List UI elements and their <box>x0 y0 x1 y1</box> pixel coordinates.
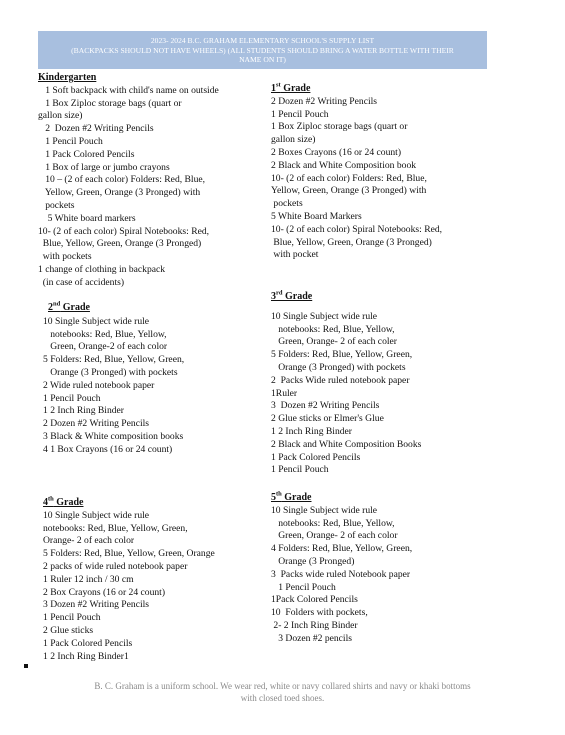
header-title: 2023- 2024 B.C. GRAHAM ELEMENTARY SCHOOL'S SUPPLY LIST <box>150 36 375 45</box>
supply-item: notebooks: Red, Blue, Yellow, <box>43 328 167 340</box>
supply-item: with pockets <box>38 251 92 263</box>
grade2-list <box>43 316 184 457</box>
grade4-section <box>43 497 215 663</box>
supply-item: Orange- 2 of each color <box>43 535 135 547</box>
kindergarten-section <box>38 72 219 290</box>
supply-item: 3 Dozen #2 Writing Pencils <box>271 400 380 412</box>
grade5-list <box>271 505 412 646</box>
supply-item: 2 Boxes Crayons (16 or 24 count) <box>271 146 402 158</box>
supply-item: 10 Single Subject wide rule <box>271 310 378 322</box>
supply-item: 1 Pencil Pouch <box>271 464 329 476</box>
supply-item: 1 Pencil Pouch <box>271 581 336 593</box>
supply-item: 5 Folders: Red, Blue, Yellow, Green, <box>43 354 185 366</box>
supply-item: Green, Orange- 2 of each coler <box>271 336 397 348</box>
supply-item: 2 Black and White Composition Books <box>271 438 422 450</box>
supply-item: 5 Folders: Red, Blue, Yellow, Green, <box>271 349 413 361</box>
supply-item: 2 Dozen #2 Writing Pencils <box>38 123 154 135</box>
supply-item: 2 Glue sticks or Elmer's Glue <box>271 413 384 425</box>
kindergarten-list <box>38 85 219 290</box>
supply-item: 10- (2 of each color) Folders: Red, Blue, <box>271 172 427 184</box>
supply-item: 1 Pencil Pouch <box>271 108 329 120</box>
grade1-list <box>271 96 442 262</box>
supply-item: 10 Single Subject wide rule <box>43 315 150 327</box>
supply-item: 10 Single Subject wide rule <box>43 509 150 521</box>
supply-item: 5 Folders: Red, Blue, Yellow, Green, Orange <box>43 548 215 560</box>
grade5-heading: 5th Grade <box>271 490 312 503</box>
supply-item: 1 2 Inch Ring Binder1 <box>43 650 129 662</box>
supply-item: 1 Box of large or jumbo crayons <box>38 161 170 173</box>
supply-item: 1 Pencil Pouch <box>38 135 103 147</box>
supply-item: 4 Folders: Red, Blue, Yellow, Green, <box>271 543 413 555</box>
supply-item: Orange (3 Pronged) with pockets <box>271 361 406 373</box>
supply-item: 10 – (2 of each color) Folders: Red, Blue, <box>38 174 206 186</box>
supply-item: 4 1 Box Crayons (16 or 24 count) <box>43 443 173 455</box>
supply-item: 10- (2 of each color) Spiral Notebooks: Red, <box>38 225 210 237</box>
supply-item: 1 Pack Colored Pencils <box>38 148 135 160</box>
supply-item: 1 Pencil Pouch <box>43 612 101 624</box>
supply-item: 2 Glue sticks <box>43 624 94 636</box>
supply-item: 1Ruler <box>271 387 298 399</box>
grade2-section <box>43 302 184 457</box>
kindergarten-heading: Kindergarten <box>38 72 97 83</box>
header-banner <box>38 31 487 69</box>
supply-item: (in case of accidents) <box>38 276 125 288</box>
grade3-section <box>271 291 421 477</box>
grade5-section <box>271 492 412 646</box>
supply-item: gallon size) <box>271 134 316 146</box>
supply-item: 1 2 Inch Ring Binder <box>43 405 125 417</box>
supply-item: Blue, Yellow, Green, Orange (3 Pronged) <box>271 236 432 248</box>
grade1-section <box>271 83 442 262</box>
supply-item: pockets <box>38 199 75 211</box>
supply-item: 3 Dozen #2 pencils <box>271 632 352 644</box>
supply-item: 2 Packs Wide ruled notebook paper <box>271 374 410 386</box>
uniform-footer <box>20 680 545 704</box>
supply-item: Orange (3 Pronged) <box>271 555 355 567</box>
supply-item: 1 Box Ziploc storage bags (quart or <box>271 121 408 133</box>
supply-item: 3 Packs wide ruled Notebook paper <box>271 568 411 580</box>
header-note: (BACKPACKS SHOULD NOT HAVE WHEELS) (ALL STUDENTS SHOULD BRING A WATER BOTTLE WITH THEIR <box>71 45 454 55</box>
supply-item: 1Pack Colored Pencils <box>271 594 358 606</box>
supply-item: 3 Black & White composition books <box>43 430 184 442</box>
supply-item: Green, Orange-2 of each color <box>43 341 168 353</box>
supply-item: Orange (3 Pronged) with pockets <box>43 366 178 378</box>
footer-line-2: with closed toed shoes. <box>240 693 325 703</box>
grade3-list <box>271 311 421 477</box>
supply-item: 2 Wide ruled notebook paper <box>43 379 155 391</box>
supply-item: 1 Pencil Pouch <box>43 392 101 404</box>
grade2-heading: 2nd Grade <box>48 300 90 313</box>
grade4-heading: 4th Grade <box>43 495 84 508</box>
header-note-cont: NAME ON IT) <box>239 55 286 64</box>
supply-item: 5 White Board Markers <box>271 210 362 222</box>
supply-item: 1 Pack Colored Pencils <box>271 451 361 463</box>
supply-item: 1 change of clothing in backpack <box>38 263 166 275</box>
supply-item: 1 2 Inch Ring Binder <box>271 425 353 437</box>
supply-item: 2 Box Crayons (16 or 24 count) <box>43 586 166 598</box>
supply-item: 2 Black and White Composition book <box>271 159 417 171</box>
supply-item: 1 Ruler 12 inch / 30 cm <box>43 573 134 585</box>
footer-line-1: B. C. Graham is a uniform school. We wear red, white or navy collared shirts and navy or khaki bottoms <box>94 681 471 691</box>
supply-item: 2 packs of wide ruled notebook paper <box>43 560 188 572</box>
supply-item: with pocket <box>271 249 319 261</box>
bullet-mark <box>24 664 28 668</box>
supply-item: Yellow, Green, Orange (3 Pronged) with <box>38 187 201 199</box>
supply-item: pockets <box>271 198 303 210</box>
supply-item: 10- (2 of each color) Spiral Notebooks: Red, <box>271 223 443 235</box>
grade4-list <box>43 510 215 664</box>
supply-item: 1 Box Ziploc storage bags (quart or <box>38 97 182 109</box>
supply-item: 10 Folders with pockets, <box>271 607 368 619</box>
supply-item: 1 Soft backpack with child's name on outside <box>38 84 219 96</box>
grade3-heading: 3rd Grade <box>271 289 313 302</box>
supply-item: notebooks: Red, Blue, Yellow, Green, <box>43 522 188 534</box>
supply-item: 2- 2 Inch Ring Binder <box>271 619 358 631</box>
supply-item: Yellow, Green, Orange (3 Pronged) with <box>271 185 427 197</box>
supply-item: Green, Orange- 2 of each color <box>271 530 398 542</box>
grade1-heading: 1st Grade <box>271 81 311 94</box>
supply-item: 10 Single Subject wide rule <box>271 504 378 516</box>
supply-item: 1 Pack Colored Pencils <box>43 637 133 649</box>
supply-item: notebooks: Red, Blue, Yellow, <box>271 517 395 529</box>
supply-item: 5 White board markers <box>38 212 136 224</box>
supply-item: 2 Dozen #2 Writing Pencils <box>43 418 150 430</box>
supply-item: 2 Dozen #2 Writing Pencils <box>271 95 378 107</box>
supply-item: 3 Dozen #2 Writing Pencils <box>43 599 150 611</box>
supply-item: Blue, Yellow, Green, Orange (3 Pronged) <box>38 238 202 250</box>
supply-item: notebooks: Red, Blue, Yellow, <box>271 323 395 335</box>
supply-item: gallon size) <box>38 110 83 122</box>
